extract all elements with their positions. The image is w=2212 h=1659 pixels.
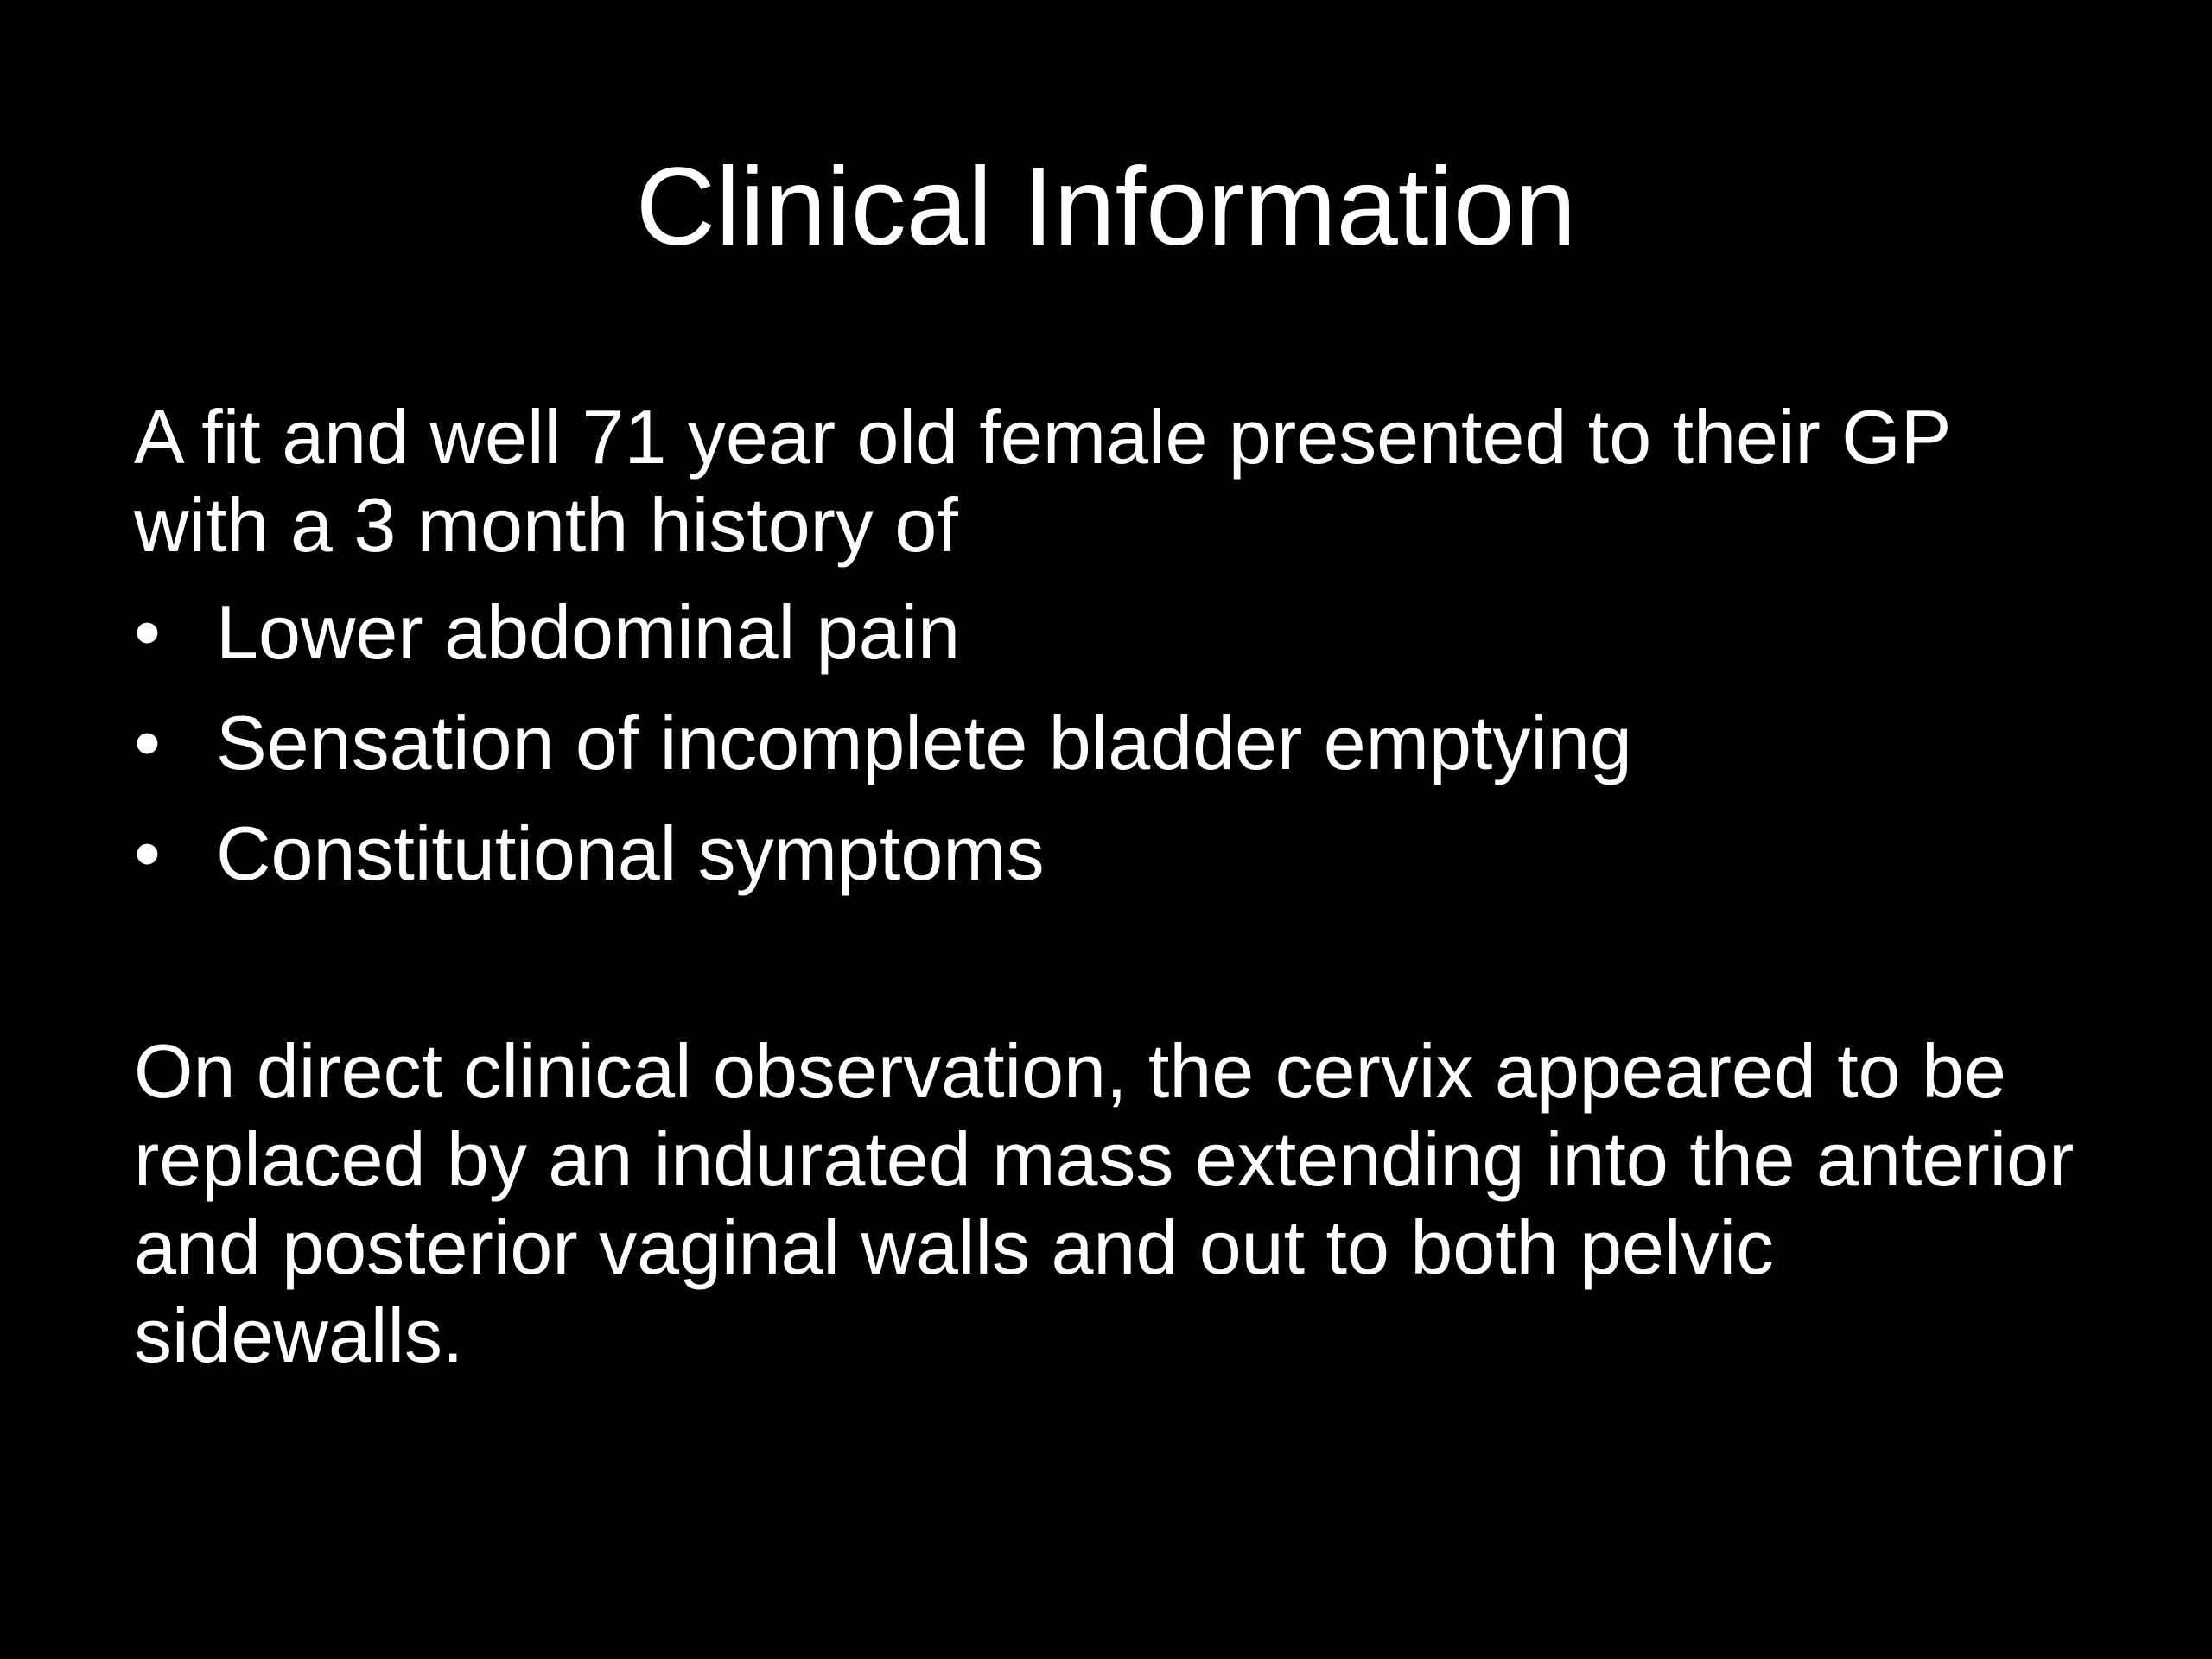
bullet-text: Sensation of incomplete bladder emptying (216, 700, 1632, 785)
bullet-icon: • (134, 810, 161, 896)
symptom-list (134, 588, 2104, 898)
bullet-text: Constitutional symptoms (216, 810, 1045, 896)
bullet-icon: • (134, 589, 161, 675)
slide-title: Clinical Information (635, 145, 1577, 269)
slide-body (134, 393, 2104, 1380)
intro-paragraph: A fit and well 71 year old female presented to their GP with a 3 month history of (134, 394, 1950, 568)
bullet-text: Lower abdominal pain (216, 589, 961, 675)
list-item (134, 699, 2104, 787)
observation-paragraph: On direct clinical observation, the cervix appeared to be replaced by an indurated mass extending into the anterior and posterior vaginal walls and out to both pelvic sidewalls. (134, 1028, 2075, 1378)
list-item (134, 588, 2104, 677)
bullet-icon: • (134, 700, 161, 785)
list-item (134, 810, 2104, 898)
